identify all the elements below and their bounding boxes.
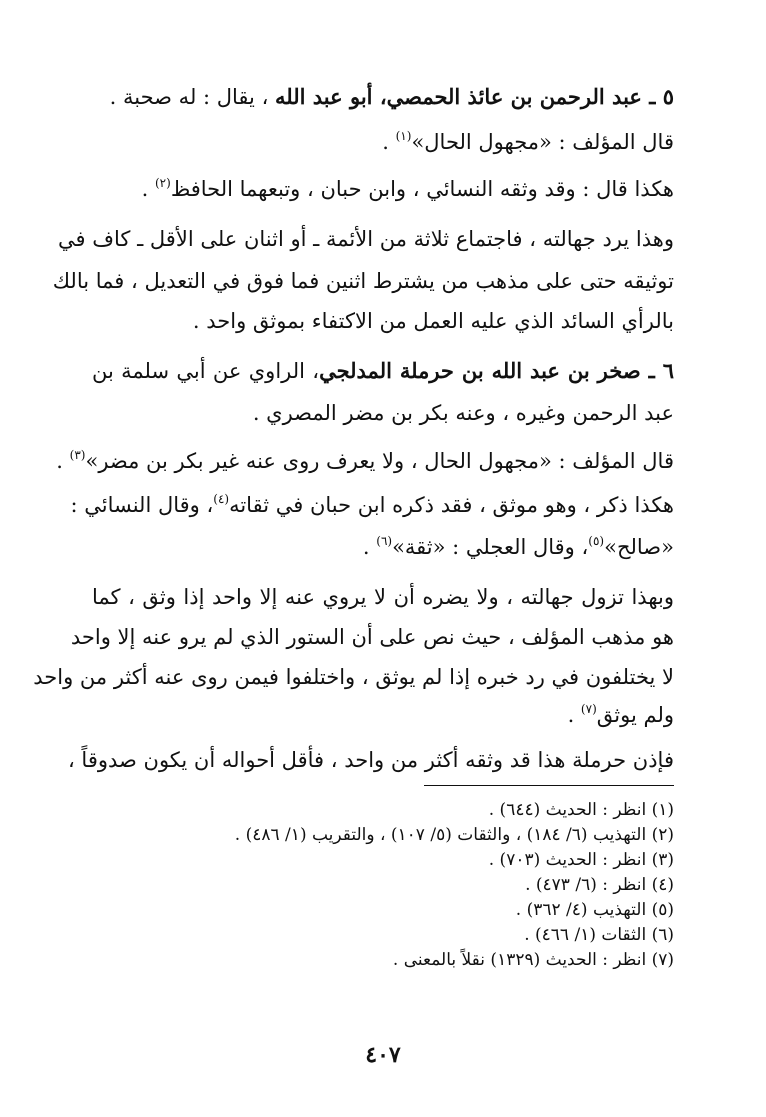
entry-6-line-2: عبد الرحمن وغيره ، وعنه بكر بن مضر المصري . (252, 401, 674, 425)
conclusion-end: . (567, 703, 581, 727)
critique-2-line-2 (92, 532, 674, 562)
footnote-3: (٣) انظر : الحديث (٧٠٣) . (488, 850, 674, 870)
footnote-2: (٢) التهذيب (٦/ ١٨٤) ، والثقات (٥/ ١٠٧) ، والتقريب (١/ ٤٨٦) . (234, 825, 674, 845)
footnote-1: (١) انظر : الحديث (٦٤٤) . (488, 800, 674, 820)
critique-1-end: . (141, 177, 155, 201)
critique-2-text-c: «صالح» (604, 535, 674, 559)
author-quote-1 (92, 127, 674, 157)
footnote-ref-3: (٣) (69, 448, 86, 462)
footnote-separator (424, 785, 674, 786)
footnote-ref-1: (١) (395, 129, 412, 143)
author-quote-2-text: قال المؤلف : «مجهول الحال ، ولا يعرف روى عنه غير بكر بن مضر» (85, 449, 674, 473)
conclusion-line-2: هو مذهب المؤلف ، حيث نص على أن الستور الذي لم يرو عنه إلا واحد (70, 625, 674, 649)
author-quote-1-text: قال المؤلف : «مجهول الحال» (411, 130, 674, 154)
footnote-4: (٤) انظر : (٦/ ٤٧٣) . (525, 875, 674, 895)
critique-2-text-e: . (362, 535, 377, 559)
page-number: ٤٠٧ (365, 1042, 401, 1068)
entry-6-note: ، الراوي عن أبي سلمة بن (92, 359, 320, 383)
entry-6-line-1 (92, 356, 674, 386)
argument-line-2: توثيقه حتى على مذهب من يشترط اثنين فما فوق في التعديل ، فما بالك (52, 269, 674, 293)
conclusion-line-1: وبهذا تزول جهالته ، ولا يضره أن لا يروي عنه إلا واحد إذا وثق ، كما (92, 585, 674, 609)
footnote-5: (٥) التهذيب (٤/ ٣٦٢) . (515, 900, 674, 920)
footnote-6: (٦) الثقات (١/ ٤٦٦) . (524, 925, 674, 945)
critique-2-line-1 (70, 490, 674, 520)
footnote-ref-2: (٢) (154, 176, 171, 190)
entry-5-name: ٥ ـ عبد الرحمن بن عائذ الحمصي، أبو عبد الله (275, 84, 674, 109)
footnote-ref-7: (٧) (580, 702, 597, 716)
author-quote-2-end: . (56, 449, 70, 473)
critique-2-text-d: ، وقال العجلي : «ثقة» (392, 535, 589, 559)
entry-5-line-1 (92, 82, 674, 112)
entry-5-note: ، يقال : له صحبة . (109, 85, 276, 109)
conclusion-line-3: لا يختلفون في رد خبره إذا لم يوثق ، واختلفوا فيمن روى عنه أكثر من واحد (33, 665, 674, 689)
footnote-ref-4: (٤) (213, 492, 230, 506)
critique-1 (92, 174, 674, 204)
conclusion-line-4 (92, 700, 674, 730)
author-quote-2 (56, 446, 674, 476)
entry-6-name: ٦ ـ صخر بن عبد الله بن حرملة المدلجي (319, 358, 674, 383)
footnote-ref-5: (٥) (588, 534, 605, 548)
argument-line-3: بالرأي السائد الذي عليه العمل من الاكتفاء بموثق واحد . (192, 309, 674, 333)
footnote-7: (٧) انظر : الحديث (١٣٢٩) نقلاً بالمعنى . (392, 950, 674, 970)
conclusion-text: ولم يوثق (596, 703, 674, 727)
argument-line-1: وهذا يرد جهالته ، فاجتماع ثلاثة من الأئمة ـ أو اثنان على الأقل ـ كاف في (58, 227, 674, 251)
author-quote-1-end: . (382, 130, 396, 154)
footnote-ref-6: (٦) (376, 534, 393, 548)
critique-2-text-b: ، وقال النسائي : (70, 493, 214, 517)
final-line: فإذن حرملة هذا قد وثقه أكثر من واحد ، فأقل أحواله أن يكون صدوقاً ، (67, 748, 674, 772)
critique-2-text-a: هكذا ذكر ، وهو موثق ، فقد ذكره ابن حبان في ثقاته (229, 493, 674, 517)
critique-1-text: هكذا قال : وقد وثقه النسائي ، وابن حبان ، وتبعهما الحافظ (170, 177, 674, 201)
